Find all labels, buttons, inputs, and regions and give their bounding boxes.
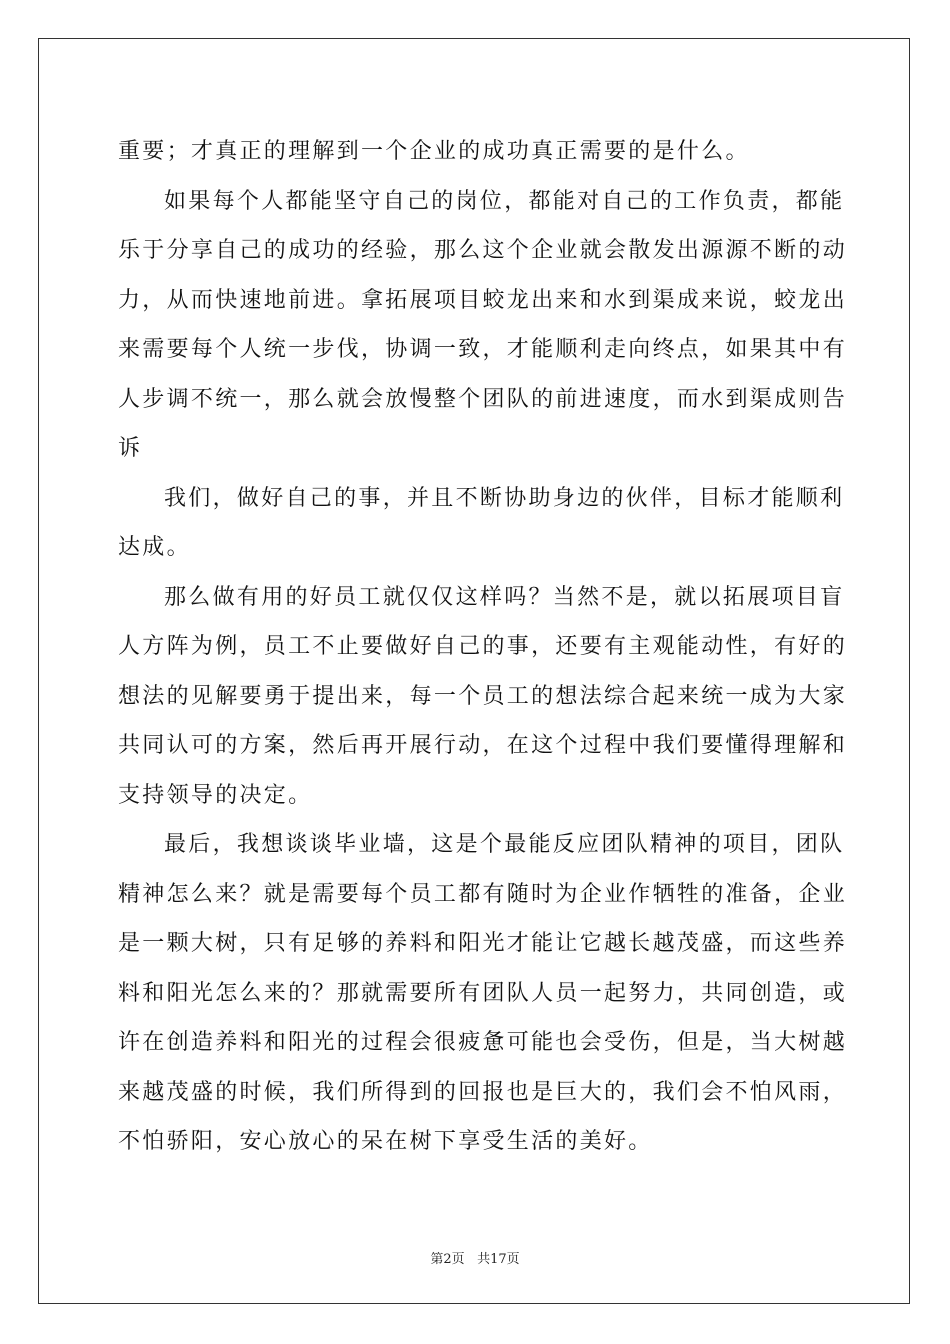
text-line: 来需要每个人统一步伐，协调一致，才能顺利走向终点，如果其中有: [118, 337, 848, 362]
text-line: 人方阵为例，员工不止要做好自己的事，还要有主观能动性，有好的: [118, 634, 848, 659]
document-body: [118, 127, 848, 1167]
page-total: 共17页: [477, 1252, 520, 1267]
text-line: 许在创造养料和阳光的过程会很疲惫可能也会受伤，但是，当大树越: [118, 1030, 848, 1055]
text-line: 不怕骄阳，安心放心的呆在树下享受生活的美好。: [118, 1129, 653, 1154]
text-line: 如果每个人都能坚守自己的岗位，都能对自己的工作负责，都能: [164, 188, 845, 214]
page-footer: [0, 1248, 950, 1267]
text-line: 力，从而快速地前进。拿拓展项目蛟龙出来和水到渠成来说，蛟龙出: [118, 287, 848, 313]
text-line: 人步调不统一，那么就会放慢整个团队的前进速度，而水到渠成则告: [118, 386, 848, 412]
page-number: 第2页: [430, 1252, 465, 1267]
text-line: 想法的见解要勇于提出来，每一个员工的想法综合起来统一成为大家: [118, 683, 848, 709]
text-line: 共同认可的方案，然后再开展行动，在这个过程中我们要懂得理解和: [118, 733, 848, 758]
text-line: 重要；才真正的理解到一个企业的成功真正需要的是什么。: [118, 139, 750, 164]
text-line: 料和阳光怎么来的？那就需要所有团队人员一起努力，共同创造，或: [118, 980, 848, 1006]
text-line: 乐于分享自己的成功的经验，那么这个企业就会散发出源源不断的动: [118, 238, 848, 263]
text-line: 最后，我想谈谈毕业墙，这是个最能反应团队精神的项目，团队: [164, 832, 845, 857]
text-line: 来越茂盛的时候，我们所得到的回报也是巨大的，我们会不怕风雨，: [118, 1079, 848, 1105]
text-line: 那么做有用的好员工就仅仅这样吗？当然不是，就以拓展项目盲: [164, 584, 845, 610]
text-line: 精神怎么来？就是需要每个员工都有随时为企业作牺牲的准备，企业: [118, 881, 848, 907]
text-line: 支持领导的决定。: [118, 782, 313, 808]
text-line: 诉: [118, 436, 143, 461]
text-line: 达成。: [118, 535, 191, 560]
text-line: 我们，做好自己的事，并且不断协助身边的伙伴，目标才能顺利: [164, 485, 845, 511]
text-line: 是一颗大树，只有足够的养料和阳光才能让它越长越茂盛，而这些养: [118, 931, 848, 956]
